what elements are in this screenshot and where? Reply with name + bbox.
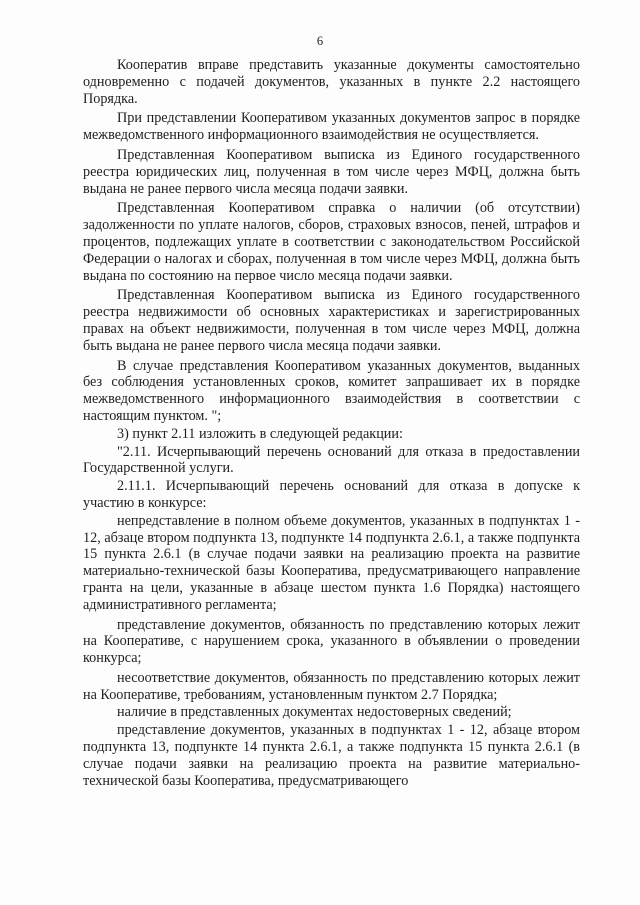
paragraph-egrn-extract: Представленная Кооперативом выписка из Единого государственного реестра недвижимости об основных характеристиках и зарегистрированных правах на объект недвижимости, полученная в том числе через МФЦ, должна быть выдана не ранее первого числа месяца подачи заявки. <box>83 287 580 354</box>
document-body <box>83 57 580 792</box>
paragraph-no-interagency-request: При представлении Кооперативом указанных документов запрос в порядке межведомственного информационного взаимодействия не осуществляется. <box>83 110 580 144</box>
paragraph-self-submission: Кооператив вправе представить указанные документы самостоятельно одновременно с подачей документов, указанных в пункте 2.2 настоящего Порядка. <box>83 57 580 107</box>
paragraph-documents-submission: представление документов, указанных в подпунктах 1 - 12, абзаце втором подпункта 13, подпункте 14 пункта 2.6.1, а также подпункта 15 пункта 2.6.1 (в случае подачи заявки на реализацию проекта на развитие материально-технической базы Кооператива, предусматривающего <box>83 722 580 789</box>
paragraph-late-submission: представление документов, обязанность по представлению которых лежит на Кооперативе, с нарушением срока, указанного в объявлении о проведении конкурса; <box>83 616 580 667</box>
paragraph-nonconformity: несоответствие документов, обязанность по представлению которых лежит на Кооперативе, требованиям, установленным пунктом 2.7 Порядка; <box>83 669 580 703</box>
paragraph-late-documents: В случае представления Кооперативом указанных документов, выданных без соблюдения установленных сроков, комитет запрашивает их в порядке межведомственного информационного взаимодействия в соответствии с настоящим пунктом. "; <box>83 357 580 424</box>
paragraph-incomplete-documents: непредставление в полном объеме документов, указанных в подпунктах 1 - 12, абзаце втором подпункта 13, подпункте 14 подпункта 2.6.1, а также подпункта 15 пункта 2.6.1 (в случае подачи заявки на реализацию проекта на развитие материально-технической базы Кооператива, предусматривающего направление гранта на цели, указанные в абзаце шестом пункта 1.6 Порядка) настоящего административного регламента; <box>83 512 580 613</box>
paragraph-false-information: наличие в представленных документах недостоверных сведений; <box>117 704 512 721</box>
page-number: 6 <box>316 34 324 48</box>
paragraph-section-2-11: "2.11. Исчерпывающий перечень оснований для отказа в предоставлении Государственной услуги. <box>83 443 580 477</box>
paragraph-egrul-extract: Представленная Кооперативом выписка из Единого государственного реестра юридических лиц, полученная в том числе через МФЦ, должна быть выдана не ранее первого числа месяца подачи заявки. <box>83 146 580 197</box>
paragraph-section-2-11-1: 2.11.1. Исчерпывающий перечень оснований для отказа в допуске к участию в конкурсе: <box>83 478 580 511</box>
paragraph-tax-certificate: Представленная Кооперативом справка о наличии (об отсутствии) задолженности по уплате налогов, сборов, страховых взносов, пеней, штрафов и процентов, подлежащих уплате в соответствии с законодательством Российской Федерации о налогах и сборах, полученная в том числе через МФЦ, должна быть выдана по состоянию на первое число месяца подачи заявки. <box>83 200 580 284</box>
paragraph-amendment-2-11: 3) пункт 2.11 изложить в следующей редакции: <box>117 425 403 442</box>
